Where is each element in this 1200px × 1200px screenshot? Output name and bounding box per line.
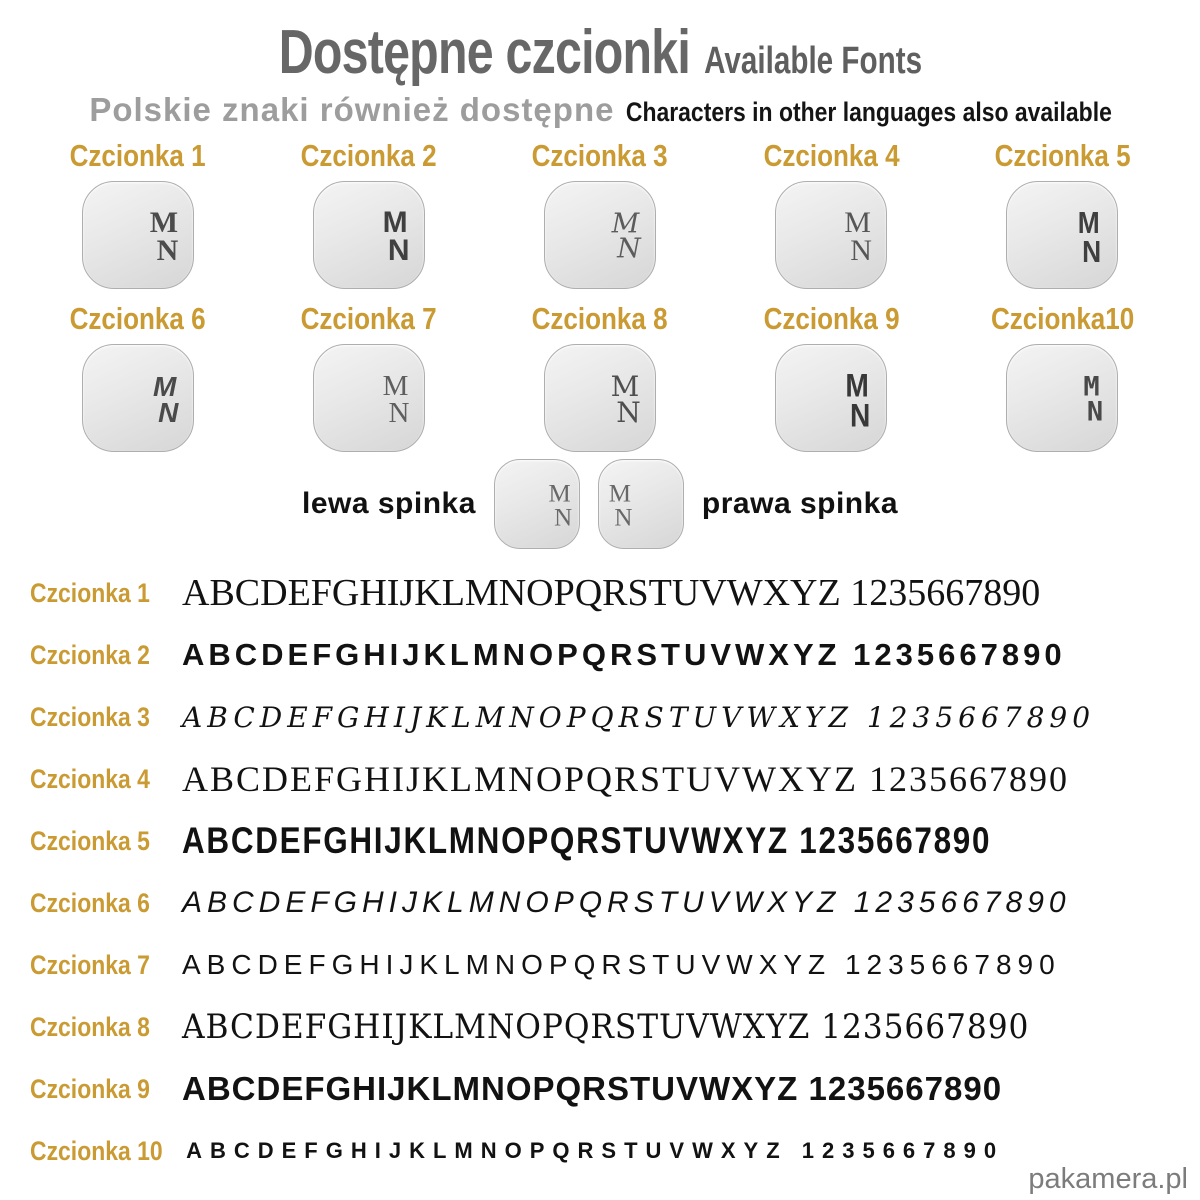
font-sample-label-6: Czcionka 6 bbox=[30, 887, 150, 918]
cufflink-cell-6 bbox=[22, 301, 253, 452]
cufflink-cell-10 bbox=[947, 301, 1178, 452]
cufflink-cell-2 bbox=[253, 138, 484, 289]
cufflink-font-10 bbox=[1006, 344, 1118, 452]
right-cufflink bbox=[598, 459, 684, 549]
cufflink-font-1 bbox=[82, 181, 194, 289]
monogram-font-3 bbox=[610, 208, 641, 266]
monogram-n: N bbox=[614, 503, 633, 531]
font-sample-text-3: ABCDEFGHIJKLMNOPQRSTUVWXYZ 1235667890 bbox=[182, 700, 1096, 734]
font-sample-label-5: Czcionka 5 bbox=[30, 825, 150, 856]
monogram-font-8 bbox=[609, 369, 641, 430]
cufflink-font-3 bbox=[544, 181, 656, 289]
font-sample-row-5 bbox=[30, 810, 1170, 872]
cufflink-grid bbox=[22, 138, 1178, 452]
monogram-n: N bbox=[554, 503, 573, 531]
font-sample-row-6 bbox=[30, 872, 1170, 934]
cufflink-cell-7 bbox=[253, 301, 484, 452]
cufflink-grid-row-2 bbox=[22, 301, 1178, 452]
font-sample-row-2 bbox=[30, 624, 1170, 686]
cufflink-cell-3 bbox=[484, 138, 715, 289]
font-sample-label-3: Czcionka 3 bbox=[30, 701, 150, 732]
monogram-m: M bbox=[149, 206, 179, 240]
cufflink-font-5 bbox=[1006, 181, 1118, 289]
monogram-font-10 bbox=[1080, 371, 1104, 429]
cufflink-font-4 bbox=[775, 181, 887, 289]
font-sample-text-7: ABCDEFGHIJKLMNOPQRSTUVWXYZ 1235667890 bbox=[182, 949, 1061, 980]
monogram-m: M bbox=[1077, 205, 1100, 241]
watermark: pakamera.pl bbox=[1028, 1163, 1188, 1195]
monogram-left-cufflink bbox=[547, 482, 572, 529]
monogram-font-1 bbox=[149, 206, 179, 268]
font-sample-text-5: ABCDEFGHIJKLMNOPQRSTUVWXYZ 1235667890 bbox=[182, 820, 992, 861]
cufflink-font-7 bbox=[313, 344, 425, 452]
title-polish: Dostępne czcionki bbox=[278, 18, 690, 87]
left-cufflink-label: lewa spinka bbox=[302, 487, 476, 520]
font-sample-row-7 bbox=[30, 934, 1170, 996]
monogram-n: N bbox=[158, 397, 179, 429]
cufflink-font-8 bbox=[544, 344, 656, 452]
font-sample-text-9: ABCDEFGHIJKLMNOPQRSTUVWXYZ 1235667890 bbox=[182, 1070, 1003, 1107]
monogram-m: M bbox=[548, 480, 571, 508]
monogram-font-5 bbox=[1076, 205, 1101, 270]
right-cufflink-label: prawa spinka bbox=[701, 487, 898, 520]
font-sample-row-3 bbox=[30, 686, 1170, 748]
font-sample-row-9 bbox=[30, 1058, 1170, 1120]
font-sample-label-9: Czcionka 9 bbox=[30, 1073, 150, 1104]
font-sample-label-4: Czcionka 4 bbox=[30, 763, 150, 794]
monogram-n: N bbox=[616, 396, 641, 430]
font-sample-row-4 bbox=[30, 748, 1170, 810]
monogram-n: N bbox=[617, 234, 641, 266]
font-sample-text-1: ABCDEFGHIJKLMNOPQRSTUVWXYZ 1235667890 bbox=[182, 572, 1041, 614]
monogram-m: M bbox=[844, 206, 871, 240]
cufflink-cell-1 bbox=[22, 138, 253, 289]
monogram-font-7 bbox=[382, 369, 410, 430]
monogram-n: N bbox=[388, 397, 410, 430]
font-sample-label-1: Czcionka 1 bbox=[30, 577, 150, 608]
header bbox=[0, 0, 1200, 126]
cufflink-cell-4 bbox=[716, 138, 947, 289]
cufflink-grid-row-1 bbox=[22, 138, 1178, 289]
font-sample-label-2: Czcionka 2 bbox=[30, 639, 150, 670]
monogram-m: M bbox=[382, 206, 408, 240]
monogram-n: N bbox=[1081, 234, 1101, 270]
cufflink-pair-row bbox=[0, 458, 1200, 550]
monogram-n: N bbox=[849, 397, 871, 434]
monogram-m: M bbox=[608, 480, 631, 508]
monogram-font-6 bbox=[151, 370, 179, 429]
cufflink-font-6 bbox=[82, 344, 194, 452]
font-sample-list bbox=[30, 562, 1170, 1182]
cufflink-label-5: Czcionka 5 bbox=[994, 138, 1131, 173]
monogram-n: N bbox=[850, 234, 872, 268]
monogram-n: N bbox=[1086, 397, 1104, 429]
monogram-font-4 bbox=[843, 206, 872, 268]
monogram-m: M bbox=[382, 369, 409, 402]
cufflink-cell-9 bbox=[716, 301, 947, 452]
monogram-m: M bbox=[153, 370, 177, 402]
left-cufflink bbox=[494, 459, 580, 549]
monogram-font-2 bbox=[381, 206, 410, 268]
font-sample-text-2: ABCDEFGHIJKLMNOPQRSTUVWXYZ 1235667890 bbox=[182, 637, 1066, 672]
font-sample-row-1 bbox=[30, 562, 1170, 624]
font-sample-text-4: ABCDEFGHIJKLMNOPQRSTUVWXYZ 1235667890 bbox=[182, 759, 1070, 799]
monogram-right-cufflink bbox=[607, 482, 632, 529]
monogram-m: M bbox=[845, 367, 869, 404]
subtitle-polish: Polskie znaki również dostępne bbox=[89, 91, 615, 128]
cufflink-label-10: Czcionka10 bbox=[990, 301, 1135, 336]
cufflink-label-7: Czcionka 7 bbox=[300, 301, 437, 336]
monogram-m: M bbox=[1083, 371, 1100, 403]
monogram-n: N bbox=[156, 234, 179, 268]
title-english: Available Fonts bbox=[703, 40, 922, 82]
monogram-m: M bbox=[610, 369, 640, 403]
font-sample-label-8: Czcionka 8 bbox=[30, 1011, 150, 1042]
cufflink-label-4: Czcionka 4 bbox=[763, 138, 900, 173]
cufflink-label-3: Czcionka 3 bbox=[531, 138, 669, 173]
cufflink-cell-8 bbox=[484, 301, 715, 452]
font-sample-text-6: ABCDEFGHIJKLMNOPQRSTUVWXYZ 1235667890 bbox=[182, 886, 1071, 919]
font-sample-label-7: Czcionka 7 bbox=[30, 949, 150, 980]
subtitle-english: Characters in other languages also available bbox=[625, 97, 1112, 127]
cufflink-label-8: Czcionka 8 bbox=[531, 301, 669, 336]
page-title bbox=[278, 18, 922, 87]
font-sample-row-10 bbox=[30, 1120, 1170, 1182]
font-sample-text-10: ABCDEFGHIJKLMNOPQRSTUVWXYZ 1235667890 bbox=[186, 1138, 1005, 1163]
cufflink-label-2: Czcionka 2 bbox=[300, 138, 437, 173]
font-sample-row-8 bbox=[30, 996, 1170, 1058]
cufflink-label-6: Czcionka 6 bbox=[69, 301, 206, 336]
cufflink-label-1: Czcionka 1 bbox=[69, 138, 206, 173]
monogram-n: N bbox=[387, 234, 410, 268]
cufflink-label-9: Czcionka 9 bbox=[763, 301, 900, 336]
monogram-m: M bbox=[611, 208, 640, 240]
cufflink-font-9 bbox=[775, 344, 887, 452]
font-sample-text-8: ABCDEFGHIJKLMNOPQRSTUVWXYZ 1235667890 bbox=[182, 1007, 1030, 1047]
monogram-font-9 bbox=[844, 367, 871, 434]
font-sample-label-10: Czcionka 10 bbox=[30, 1135, 163, 1166]
cufflink-cell-5 bbox=[947, 138, 1178, 289]
subtitle bbox=[0, 93, 1200, 126]
cufflink-font-2 bbox=[313, 181, 425, 289]
